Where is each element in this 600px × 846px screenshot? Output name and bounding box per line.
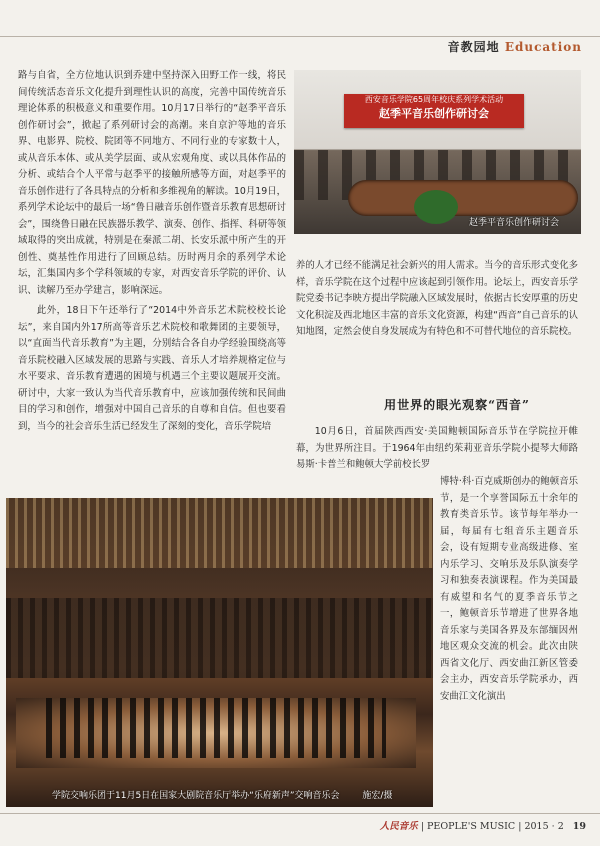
- right-column-top: [296, 258, 578, 341]
- section-header: [448, 38, 582, 55]
- table-plant: [414, 190, 458, 224]
- photo-credit: 施宏/摄: [362, 791, 393, 801]
- orchestra: [46, 698, 386, 758]
- organ-pipes: [6, 498, 433, 568]
- right-column-narrow: [440, 474, 578, 705]
- page-footer: [380, 818, 586, 832]
- paragraph-4: 10月6日，首届陕西西安·美国鲍顿国际音乐节在学院拉开帷幕，为世界所注目。于1964年由纽约茱莉亚音乐学院小提琴大师路易斯·卡普兰和鲍顿大学前校长罗: [296, 426, 578, 470]
- header-rule: [0, 36, 600, 37]
- paragraph-1: 路与自省，全方位地认识到乔建中坚持深入田野工作一线，将民间传统活态音乐文化提升到理性认识的高度，完善中国传统音乐理论体系的积极意义和重要作用。10月17日举行的“赵季平音乐创作研讨会”，掀起了系列研讨会的高潮。来自京沪等地的音乐界、电影界、院校、院团等不同地方、不同行业的专家数十人，或从音乐本体、或从美学层面、或从宏观角度、或以具体作品的分析、或结合个人平常与赵季平的接触所感等方面，对赵季平的音乐创作进行了各具特点的分析和多维视角的解读。10月19日，系列学术论坛中的最后一场“鲁日融音乐创作暨音乐教育思想研讨会”，围绕鲁日融在民族器乐教学、演奏、创作、指挥、科研等领域取得的突出成就，特别是在秦派二胡、长安乐派中所产生的开创性、奠基性作用进行了回顾总结。历时两月余的系列学术论坛，汇集国内多个学科领域的专家，对西安音乐学院的评价、认识、读解乃至办学建言，影响深远。: [18, 70, 286, 296]
- subheading: 用世界的眼光观察“西音”: [384, 398, 530, 412]
- magazine-name: | PEOPLE'S MUSIC |: [420, 821, 522, 832]
- section-title-en: Education: [504, 40, 582, 54]
- caption-text: 学院交响乐团于11月5日在国家大剧院音乐厅举办“乐府新声”交响音乐会: [52, 791, 340, 801]
- seminar-photo: [294, 70, 581, 234]
- left-column-top: [18, 68, 286, 435]
- section-title-cn: 音教园地: [447, 40, 500, 54]
- concert-photo: [6, 498, 433, 807]
- footer-rule: [0, 813, 600, 814]
- issue-number: 2015 · 2: [524, 821, 564, 832]
- paragraph-3: 养的人才已经不能满足社会新兴的用人需求。当今的音乐形式变化多样，音乐学院在这个过程中应该起到引领作用。论坛上，西安音乐学院党委书记李映方提出学院融入区域发展时，依据古长安厚重的历史文化积淀及西北地区丰富的音乐文化资源，构建“西音”自己音乐的认知地图，定然会使自身发展成为有特色和不可替代地位的音乐院校。: [296, 260, 578, 337]
- masthead: 人民音乐: [379, 821, 418, 832]
- page-number: 19: [572, 821, 586, 832]
- seminar-banner: [344, 94, 524, 128]
- banner-line-1: 西安音乐学院65周年校庆系列学术活动: [364, 95, 504, 104]
- seminar-photo-caption: 赵季平音乐创作研讨会: [468, 218, 559, 228]
- audience-seats: [6, 598, 433, 678]
- conference-table: [348, 180, 578, 216]
- paragraph-5: 博特·科·百克威斯创办的鲍顿音乐节，是一个享誉国际五十余年的教育类音乐节。该节每年举办一届，每届有七组音乐主题音乐会，设有短期专业高级进修、室内乐学习、交响乐及乐队演奏学习和独奏表演课程。作为美国最有威望和名气的夏季音乐节之一，鲍顿音乐节增进了世界各地音乐家与美国各界及东部缅因州地区观众交流的机会。此次由陕西省文化厅、西安曲江新区管委会主办，西安音乐学院承办，西安曲江文化演出: [440, 476, 578, 702]
- banner-line-2: 赵季平音乐创作研讨会: [379, 107, 489, 120]
- concert-photo-caption: [52, 788, 392, 801]
- paragraph-2: 此外，18日下午还举行了“2014中外音乐艺术院校校长论坛”，来自国内外17所高等音乐艺术院校和歌舞团的主要领导，以“直面当代音乐教育”为主题，分别结合各自办学经验围绕高等音乐院校融入区域发展的思路与实践、音乐人才培养规格定位与水平要求、音乐教育遭遇的困境与机遇三个主要议题展开交流。研讨中，大家一致认为当代音乐教育中，应该加强传统和民间曲目的学习和创作，增强对中国自己音乐的自尊和自信。但也要看到，当今的社会音乐生活已经发生了深刻的变化，音乐学院培: [18, 305, 286, 432]
- right-column-mid: [296, 424, 578, 474]
